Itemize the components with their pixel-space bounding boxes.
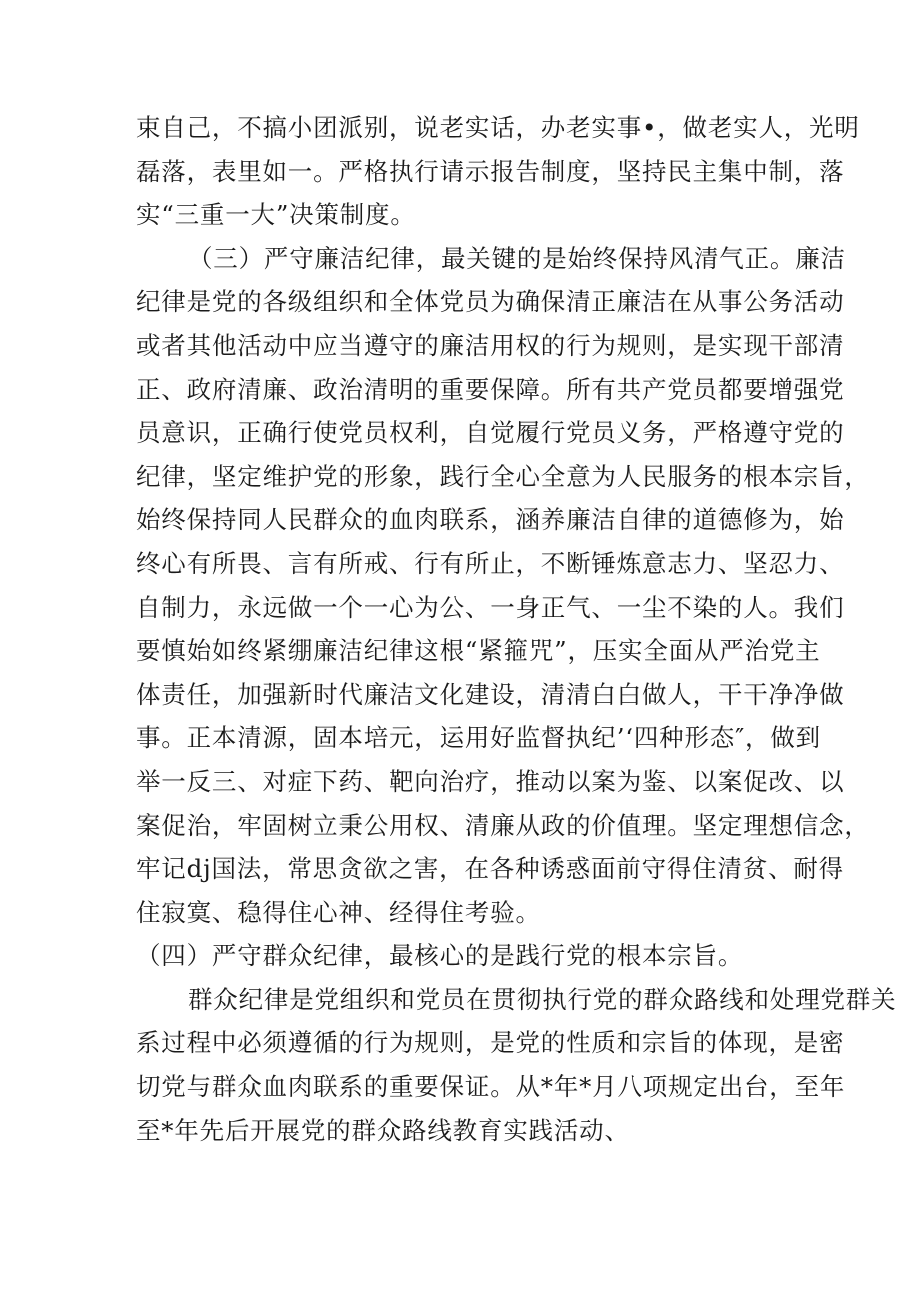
text-line: 纪律是党的各级组织和全体党员为确保清正廉洁在从事公务活动 <box>136 287 845 317</box>
text-line: 实“三重一大”决策制度。 <box>136 200 416 230</box>
text-line: 自制力，永远做一个一心为公、一身正气、一尘不染的人。我们 <box>136 592 845 622</box>
text-line <box>136 1152 796 1196</box>
text-line: 系过程中必须遵循的行为规则，是党的性质和宗旨的体现，是密 <box>136 1028 845 1058</box>
section-heading-line: （三）严守廉洁纪律，最关键的是始终保持风清气正。廉洁 <box>188 243 846 273</box>
text-line: 要慎始如终紧绷廉洁纪律这根“紧箍咒”，压实全面从严治党主 <box>136 636 821 666</box>
text-line: 束自己，不搞小团派别，说老实话，办老实事•，做老实人，光明 <box>136 113 860 142</box>
section-heading-line: 群众纪律是党组织和党员在贯彻执行党的群众路线和处理党群关 <box>188 984 897 1014</box>
text-line: 体责任，加强新时代廉洁文化建设，清清白白做人，干干净净做 <box>136 679 845 709</box>
text-line: 案促治，牢固树立秉公用权、清廉从政的价值理。坚定理想信念， <box>136 810 870 840</box>
text-line: 或者其他活动中应当遵守的廉洁用权的行为规则，是实现干部清 <box>136 330 845 360</box>
text-line: 始终保持同人民群众的血肉联系，涵养廉洁自律的道德修为，始 <box>136 505 845 535</box>
body-text <box>136 106 897 1196</box>
text-line: 正、政府清廉、政治清明的重要保障。所有共产党员都要增强党 <box>136 374 845 404</box>
text-line: 磊落，表里如一。严格执行请示报告制度，坚持民主集中制，落 <box>136 156 845 186</box>
text-line: 举一反三、对症下药、靶向治疗，推动以案为鉴、以案促改、以 <box>136 766 845 796</box>
text-line: 住寂寞、稳得住心神、经得住考验。 <box>136 897 541 927</box>
text-line: 纪律，坚定维护党的形象，践行全心全意为人民服务的根本宗旨， <box>136 461 870 491</box>
text-line: 终心有所畏、言有所戒、行有所止，不断锤炼意志力、坚忍力、 <box>136 548 845 578</box>
text-line: 切党与群众血肉联系的重要保证。从*年*月八项规定出台，至年 <box>136 1072 846 1102</box>
text-line: 事。正本清源，固本培元，运用好监督执纪’‘四种形态″，做到 <box>136 723 821 753</box>
text-line: 至*年先后开展党的群众路线教育实践活动、 <box>136 1115 630 1145</box>
text-line: （四）严守群众纪律，最核心的是践行党的根本宗旨。 <box>136 941 744 971</box>
text-line: 牢记dj国法，常思贪欲之害，在各种诱惑面前守得住清贫、耐得 <box>136 854 844 884</box>
text-line: 员意识，正确行使党员权利，自觉履行党员义务，严格遵守党的 <box>136 418 845 448</box>
